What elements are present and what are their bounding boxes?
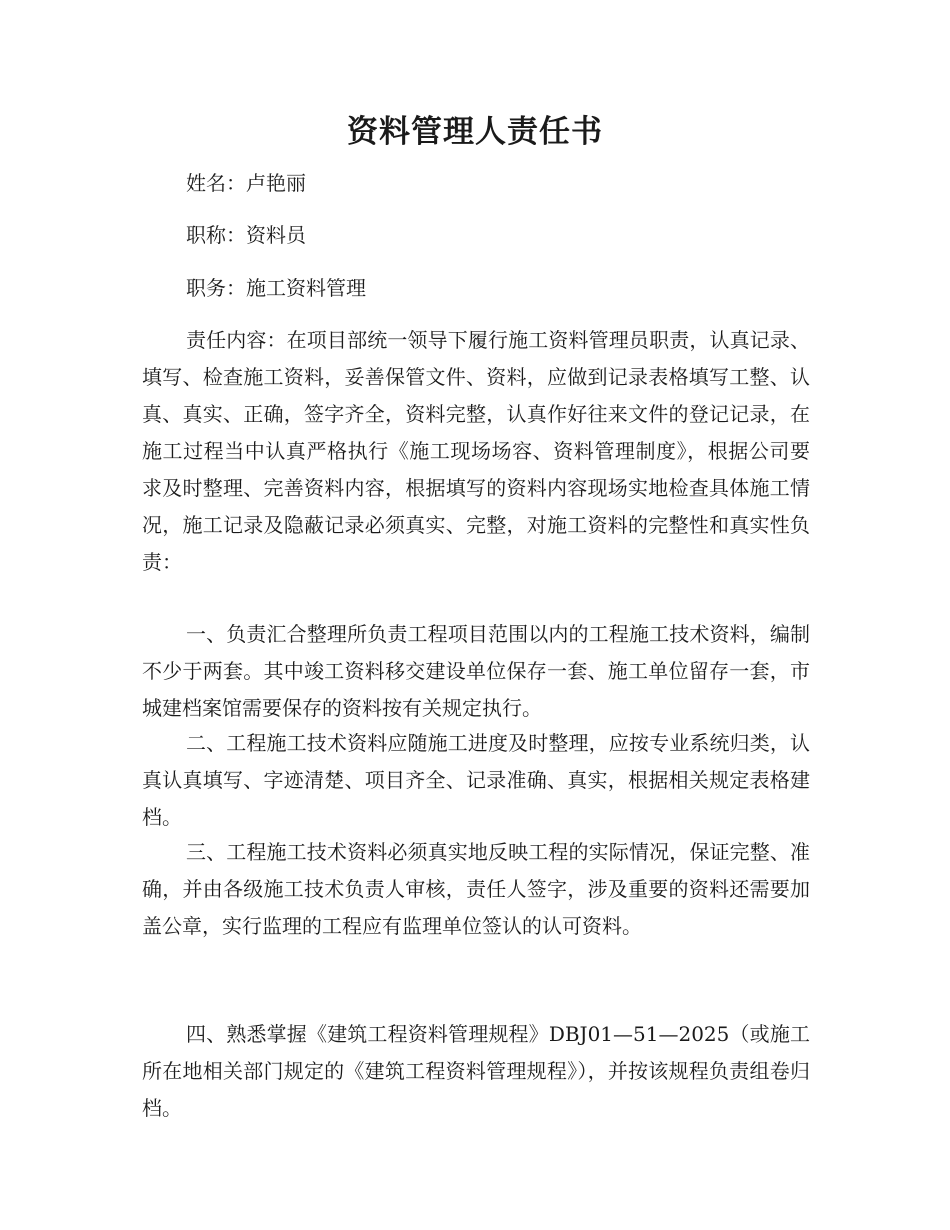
name-line: 姓名：卢艳丽 [186,171,306,195]
item-one-paragraph: 一、负责汇合整理所负责工程项目范围以内的工程施工技术资料，编制不少于两套。其中竣工资料移交建设单位保存一套、施工单位留存一套，市城建档案馆需要保存的资料按有关规定执行。 [142,622,810,720]
professional-title-line: 职称：资料员 [186,223,306,247]
document-title: 资料管理人责任书 [347,114,603,150]
item-three-paragraph: 三、工程施工技术资料必须真实地反映工程的实际情况，保证完整、准确，并由各级施工技术负责人审核，责任人签字，涉及重要的资料还需要加盖公章，实行监理的工程应有监理单位签认的认可资料。 [142,840,810,938]
item-four-paragraph: 四、熟悉掌握《建筑工程资料管理规程》DBJ01—51—2025（或施工所在地相关部门规定的《建筑工程资料管理规程》），并按该规程负责组卷归档。 [142,1022,810,1120]
item-two-paragraph: 二、工程施工技术资料应随施工进度及时整理，应按专业系统归类，认真认真填写、字迹清楚、项目齐全、记录准确、真实，根据相关规定表格建档。 [142,731,810,829]
responsibility-paragraph: 责任内容：在项目部统一领导下履行施工资料管理员职责，认真记录、填写、检查施工资料，妥善保管文件、资料，应做到记录表格填写工整、认真、真实、正确，签字齐全，资料完整，认真作好往来文件的登记记录，在施工过程当中认真严格执行《施工现场场容、资料管理制度》，根据公司要求及时整理、完善资料内容，根据填写的资料内容现场实地检查具体施工情况，施工记录及隐蔽记录必须真实、完整，对施工资料的完整性和真实性负责： [142,328,810,574]
duty-line: 职务：施工资料管理 [186,276,366,300]
